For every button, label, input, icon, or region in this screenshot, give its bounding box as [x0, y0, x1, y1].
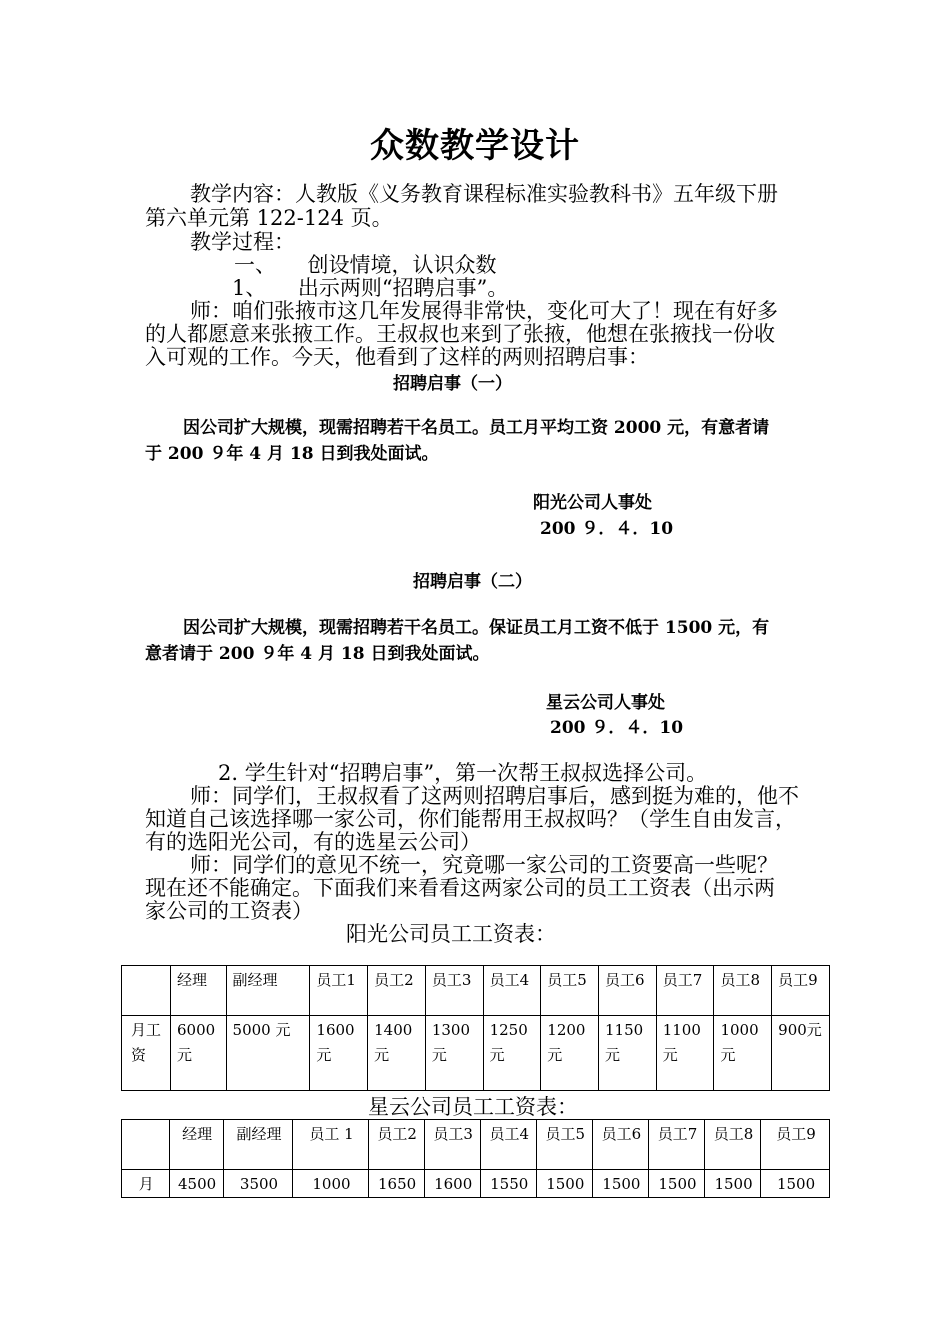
table-cell: 1500: [705, 1170, 761, 1198]
table-row: [122, 1170, 830, 1198]
notice-body: 因公司扩大规模，现需招聘若干名员工。员工月平均工资 2000 元，有意者请: [183, 418, 770, 438]
notice-signer: 阳光公司人事处: [533, 493, 652, 513]
notice-date: 200 ９．４．10: [550, 718, 684, 738]
table-cell: 1400元: [368, 1016, 426, 1091]
table-cell: 1650: [368, 1170, 424, 1198]
notice-body: 因公司扩大规模，现需招聘若干名员工。保证员工月工资不低于 1500 元，有: [183, 618, 770, 638]
table-cell: 6000元: [171, 1016, 227, 1091]
table-corner-cell: [122, 1120, 170, 1170]
table-corner-cell: [122, 966, 171, 1016]
table-cell: 1150元: [599, 1016, 657, 1091]
table-cell: 4500: [169, 1170, 223, 1198]
table-header-cell: 员工9: [772, 966, 830, 1016]
table-header-cell: 员工9: [761, 1120, 830, 1170]
notice-body: 于 200 ９年 4 月 18 日到我处面试。: [145, 444, 439, 464]
table-cell: 1300元: [425, 1016, 483, 1091]
table-cell: 1250元: [483, 1016, 541, 1091]
table-header-cell: 员工7: [648, 1120, 704, 1170]
table-header-cell: 员工4: [483, 966, 541, 1016]
table-cell: 1500: [592, 1170, 648, 1198]
table-header-cell: 副经理: [223, 1120, 293, 1170]
table-header-cell: 员工3: [424, 1120, 480, 1170]
table-cell: 1200元: [541, 1016, 599, 1091]
salary-table-sunshine: [121, 965, 830, 1091]
table-cell: 1100元: [656, 1016, 714, 1091]
table-cell: 1550: [480, 1170, 536, 1198]
table-cell: 5000 元: [226, 1016, 310, 1091]
step-heading: 2. 学生针对“招聘启事”，第一次帮王叔叔选择公司。: [218, 761, 708, 785]
table-cell: 3500: [223, 1170, 293, 1198]
teacher-line: 家公司的工资表）: [145, 899, 313, 923]
table-header-cell: 经理: [171, 966, 227, 1016]
teacher-line: 知道自己该选择哪一家公司，你们能帮用王叔叔吗？（学生自由发言，: [145, 807, 796, 831]
table-header-cell: 员工8: [705, 1120, 761, 1170]
table-header-cell: 员工2: [368, 1120, 424, 1170]
teacher-line: 师：咱们张掖市这几年发展得非常快，变化可大了！现在有好多: [190, 299, 778, 323]
salary-table-star: [121, 1119, 830, 1198]
page-title: 众数教学设计: [370, 126, 580, 166]
table-row-label: 月工资: [122, 1016, 171, 1091]
table-cell: 1500: [536, 1170, 592, 1198]
section-heading: 一、 创设情境，认识众数: [234, 253, 497, 277]
content-line: 第六单元第 122-124 页。: [145, 206, 393, 230]
table-header-cell: 员工6: [599, 966, 657, 1016]
table-header-cell: 员工7: [656, 966, 714, 1016]
table-cell: 1500: [761, 1170, 830, 1198]
content-line: 教学内容：人教版《义务教育课程标准实验教科书》五年级下册: [190, 182, 778, 206]
teacher-line: 入可观的工作。今天，他看到了这样的两则招聘启事：: [145, 345, 649, 369]
table-header-cell: 员工 1: [293, 1120, 368, 1170]
step-heading: 1、 出示两则“招聘启事”。: [232, 276, 509, 300]
notice-signer: 星云公司人事处: [546, 693, 665, 713]
notice-title: 招聘启事（一）: [393, 374, 512, 394]
table-row-label: 月: [122, 1170, 170, 1198]
table-header-cell: 员工2: [368, 966, 426, 1016]
table-header-row: [122, 966, 830, 1016]
table-cell: 1000: [293, 1170, 368, 1198]
teacher-line: 师：同学们，王叔叔看了这两则招聘启事后，感到挺为难的，他不: [190, 784, 799, 808]
table-header-cell: 员工1: [310, 966, 368, 1016]
table-row: [122, 1016, 830, 1091]
table-header-cell: 员工5: [536, 1120, 592, 1170]
table-cell: 1500: [648, 1170, 704, 1198]
table-header-cell: 员工6: [592, 1120, 648, 1170]
notice-date: 200 ９．４．10: [540, 519, 674, 539]
table-header-cell: 员工3: [425, 966, 483, 1016]
table-cell: 900元: [772, 1016, 830, 1091]
process-heading: 教学过程：: [190, 230, 295, 254]
table-header-cell: 副经理: [226, 966, 310, 1016]
table-header-cell: 员工8: [714, 966, 772, 1016]
table-cell: 1600元: [310, 1016, 368, 1091]
table-header-row: [122, 1120, 830, 1170]
table-cell: 1600: [424, 1170, 480, 1198]
table-caption: 星云公司员工工资表：: [368, 1095, 578, 1119]
table-header-cell: 经理: [169, 1120, 223, 1170]
table-caption: 阳光公司员工工资表：: [346, 922, 556, 946]
teacher-line: 的人都愿意来张掖工作。王叔叔也来到了张掖，他想在张掖找一份收: [145, 322, 775, 346]
table-cell: 1000元: [714, 1016, 772, 1091]
table-header-cell: 员工4: [480, 1120, 536, 1170]
notice-body: 意者请于 200 ９年 4 月 18 日到我处面试。: [145, 644, 490, 664]
teacher-line: 师：同学们的意见不统一，究竟哪一家公司的工资要高一些呢？: [190, 853, 778, 877]
teacher-line: 现在还不能确定。下面我们来看看这两家公司的员工工资表（出示两: [145, 876, 775, 900]
table-header-cell: 员工5: [541, 966, 599, 1016]
teacher-line: 有的选阳光公司，有的选星云公司）: [145, 830, 481, 854]
notice-title: 招聘启事（二）: [413, 572, 532, 592]
